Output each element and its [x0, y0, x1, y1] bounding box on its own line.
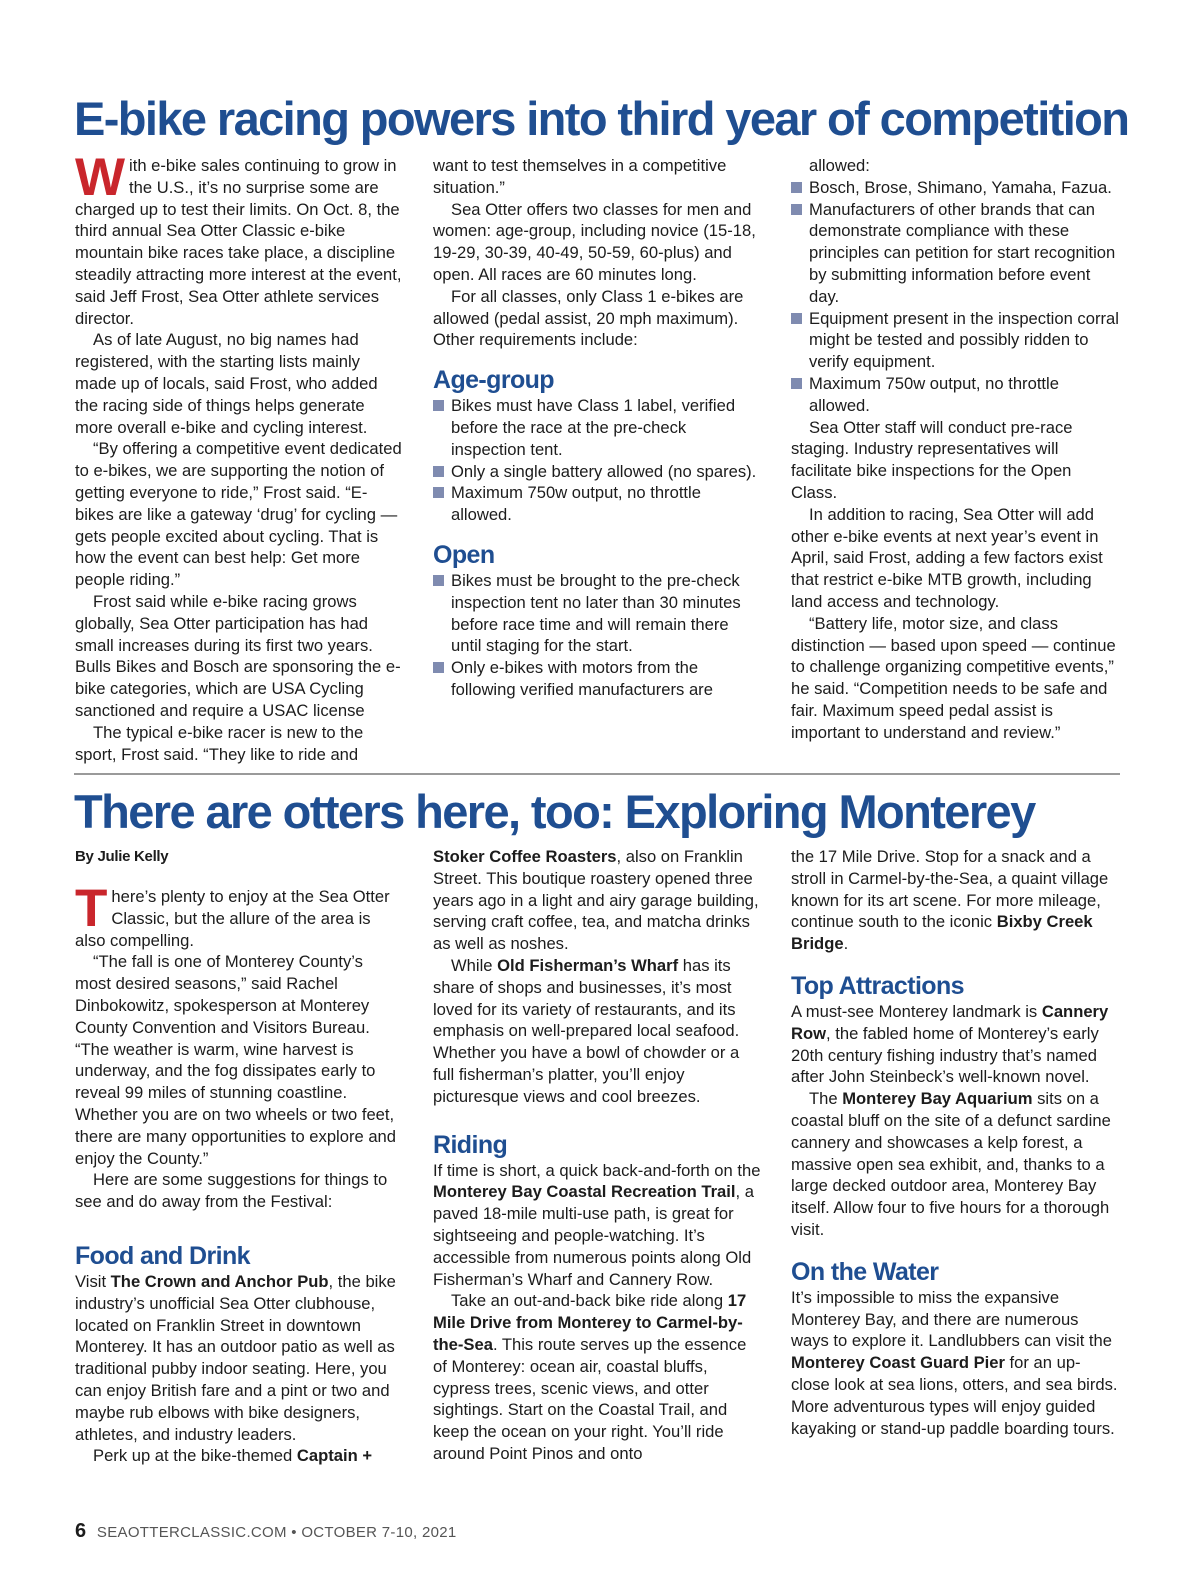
paragraph: If time is short, a quick back-and-forth on the Monterey Bay Coastal Recreation Trail, a paved 18-mile multi-use path, is great for sightseeing and people-watching. It’s accessible from numerous points along Old Fisherman’s Wharf and Cannery Row.: [433, 1160, 761, 1289]
square-bullet-icon: [433, 466, 444, 477]
open-list: [433, 570, 761, 701]
footer-site: SEAOTTERCLASSIC.COM: [96, 1524, 287, 1541]
age-group-list: [433, 395, 761, 526]
list-item: Maximum 750w output, no throttle allowed.: [433, 482, 761, 526]
place-name: Monterey Coast Guard Pier: [791, 1353, 1005, 1373]
byline: By Julie Kelly: [75, 848, 169, 865]
square-bullet-icon: [433, 662, 444, 673]
paragraph: Sea Otter staff will conduct pre-race staging. Industry representatives will facilitate bike inspections for the Open Class.: [791, 417, 1073, 502]
article2-headline: There are otters here, too: Exploring Monterey: [74, 785, 1035, 838]
paragraph: “The fall is one of Monterey County’s most desired seasons,” said Rachel Dinbokowitz, spokesperson at Monterey County Convention and Visitors Bureau. “The weather is warm, wine harvest is underway, and the fog dissipates early to reveal 99 miles of stunning coastline. Whether you are on two wheels or two feet, there are many opportunities to explore and enjoy the County.”: [75, 952, 397, 1168]
list-item: Bikes must be brought to the pre-check inspection tent no later than 30 minutes before race time and will remain there until staging for the start.: [433, 570, 761, 657]
page-footer: [75, 1520, 457, 1543]
paragraph: Perk up at the bike-themed Captain +: [93, 1446, 373, 1466]
paragraph: Frost said while e-bike racing grows globally, Sea Otter participation has had small increases during its first two years. Bulls Bikes and Bosch are sponsoring the e-bike categories, which are USA Cycling sanctioned and require a USAC license: [75, 591, 401, 720]
paragraph: Visit The Crown and Anchor Pub, the bike industry’s unofficial Sea Otter clubhouse, located on Franklin Street in downtown Monterey. It has an outdoor patio as well as traditional pubby indoor seating. Here, you can enjoy British fare and a pint or two and maybe rub elbows with bike designers, athletes, and industry leaders.: [75, 1271, 396, 1444]
place-name: Cannery Row: [791, 1001, 1109, 1043]
list-item: Equipment present in the inspection corral might be tested and possibly ridden to verify equipment.: [791, 308, 1119, 373]
list-item: Bosch, Brose, Shimano, Yamaha, Fazua.: [791, 177, 1119, 199]
subhead-on-the-water: On the Water: [791, 1257, 939, 1286]
article2-column-3: [791, 846, 1119, 1439]
paragraph: It’s impossible to miss the expansive Monterey Bay, and there are numerous ways to explore it. Landlubbers can visit the Monterey Coast Guard Pier for an up-close look at sea lions, otters, and sea birds. More adventurous types will enjoy guided kayaking or stand-up paddle boarding tours.: [791, 1287, 1118, 1438]
square-bullet-icon: [791, 313, 802, 324]
place-name: The Crown and Anchor Pub: [110, 1271, 329, 1291]
place-name: Bixby Creek Bridge: [791, 912, 1093, 954]
paragraph: Here are some suggestions for things to see and do away from the Festival:: [75, 1170, 388, 1212]
paragraph: While Old Fisherman’s Wharf has its share of shops and businesses, it’s most loved for its variety of restaurants, and its emphasis on well-prepared local seafood. Whether you have a bowl of chowder or a full fisherman’s platter, you’ll enjoy picturesque views and cool breezes.: [433, 955, 740, 1106]
paragraph: want to test themselves in a competitive situation.”: [433, 156, 727, 197]
place-name: 17 Mile Drive from Monterey to Carmel-by-the-Sea: [433, 1291, 747, 1354]
article2-column-2: [433, 846, 761, 1465]
subhead-open: Open: [433, 540, 495, 569]
footer-dates: OCTOBER 7-10, 2021: [301, 1524, 457, 1541]
section-divider: [74, 773, 1120, 775]
page-number: 6: [75, 1520, 87, 1542]
paragraph: Sea Otter offers two classes for men and women: age-group, including novice (15-18, 19-29, 30-39, 40-49, 50-59, 60-plus) and open. All races are 60 minutes long.: [433, 199, 756, 284]
article1-column-2: [433, 155, 761, 701]
paragraph: For all classes, only Class 1 e-bikes are allowed (pedal assist, 20 mph maximum). Other requirements include:: [433, 286, 744, 350]
article1-column-3: [791, 155, 1119, 744]
place-name: Captain +: [296, 1446, 373, 1466]
article1-column-1: [75, 148, 403, 765]
square-bullet-icon: [791, 378, 802, 389]
article2-column-1: [75, 879, 403, 1467]
subhead-top-attractions: Top Attractions: [791, 971, 964, 1000]
paragraph: “Battery life, motor size, and class distinction — based upon speed — continue to challenge organizing competitive events,” he said. “Competition needs to be safe and fair. Maximum speed pedal assist is important to understand and review.”: [791, 613, 1116, 742]
drop-cap: W: [75, 148, 126, 207]
article1-headline: E-bike racing powers into third year of competition: [74, 92, 1129, 145]
list-item: Only e-bikes with motors from the following verified manufacturers are: [433, 657, 761, 701]
article2-intro-paragraph: There’s plenty to enjoy at the Sea Otter Classic, but the allure of the area is also compelling.: [75, 879, 390, 950]
place-name: Stoker Coffee Roasters: [433, 847, 617, 866]
place-name: Old Fisherman’s Wharf: [497, 955, 679, 975]
square-bullet-icon: [433, 575, 444, 586]
paragraph: Stoker Coffee Roasters, also on Franklin Street. This boutique roastery opened three years ago in a light and airy garage building, serving craft coffee, tea, and matcha drinks as well as noshes.: [433, 847, 759, 954]
square-bullet-icon: [433, 487, 444, 498]
list-continuation: allowed:: [809, 156, 870, 175]
square-bullet-icon: [791, 204, 802, 215]
list-item: Only a single battery allowed (no spares).: [433, 461, 761, 483]
paragraph: Take an out-and-back bike ride along 17 Mile Drive from Monterey to Carmel-by-the-Sea. This route serves up the essence of Monterey: ocean air, coastal bluffs, cypress trees, scenic views, and otter sightings. Start on the Coastal Trail, and keep the ocean on your right. You’ll ride around Point Pinos and onto: [433, 1291, 747, 1463]
subhead-age-group: Age-group: [433, 366, 554, 395]
drop-cap: T: [75, 879, 108, 938]
footer-separator: •: [291, 1524, 297, 1541]
article1-intro-paragraph: With e-bike sales continuing to grow in the U.S., it’s no surprise some are charged up to test their limits. On Oct. 8, the third annual Sea Otter Classic e-bike mountain bike races take place, a discipline steadily attracting more interest at the event, said Jeff Frost, Sea Otter athlete services director.: [75, 148, 402, 328]
paragraph: “By offering a competitive event dedicated to e-bikes, we are supporting the notion of getting everyone to ride,” Frost said. “E-bikes are like a gateway ‘drug’ for cycling — gets people excited about cycling. That is how the event can best help: Get more people riding.”: [75, 439, 402, 590]
paragraph: The typical e-bike racer is new to the sport, Frost said. “They like to ride and: [75, 722, 364, 764]
paragraph: The Monterey Bay Aquarium sits on a coastal bluff on the site of a defunct sardine cannery and showcases a kelp forest, a massive open sea exhibit, and, thanks to a large decked outdoor area, Monterey Bay itself. Allow four to five hours for a thorough visit.: [791, 1089, 1111, 1239]
square-bullet-icon: [433, 400, 444, 411]
square-bullet-icon: [791, 182, 802, 193]
place-name: Monterey Bay Aquarium: [842, 1089, 1033, 1109]
manufacturer-list: [791, 177, 1119, 417]
paragraph: A must-see Monterey landmark is Cannery Row, the fabled home of Monterey’s early 20th century fishing industry that’s named after John Steinbeck’s well-known novel.: [791, 1001, 1109, 1087]
list-item: Maximum 750w output, no throttle allowed.: [791, 373, 1119, 417]
list-item: Bikes must have Class 1 label, verified before the race at the pre-check inspection tent.: [433, 395, 761, 460]
subhead-food-and-drink: Food and Drink: [75, 1241, 250, 1270]
paragraph: the 17 Mile Drive. Stop for a snack and a stroll in Carmel-by-the-Sea, a quaint village known for its art scene. For more mileage, continue south to the iconic Bixby Creek Bridge.: [791, 847, 1109, 954]
paragraph: As of late August, no big names had registered, with the starting lists mainly made up of locals, said Frost, who added the racing side of things helps generate more overall e-bike and cycling interest.: [75, 330, 378, 437]
list-item: Manufacturers of other brands that can demonstrate compliance with these principles can petition for start recognition by submitting information before event day.: [791, 199, 1119, 308]
place-name: Monterey Bay Coastal Recreation Trail: [433, 1182, 736, 1202]
paragraph: In addition to racing, Sea Otter will add other e-bike events at next year’s event in April, said Frost, adding a few factors exist that restrict e-bike MTB growth, including land access and technology.: [791, 504, 1103, 611]
subhead-riding: Riding: [433, 1130, 508, 1159]
